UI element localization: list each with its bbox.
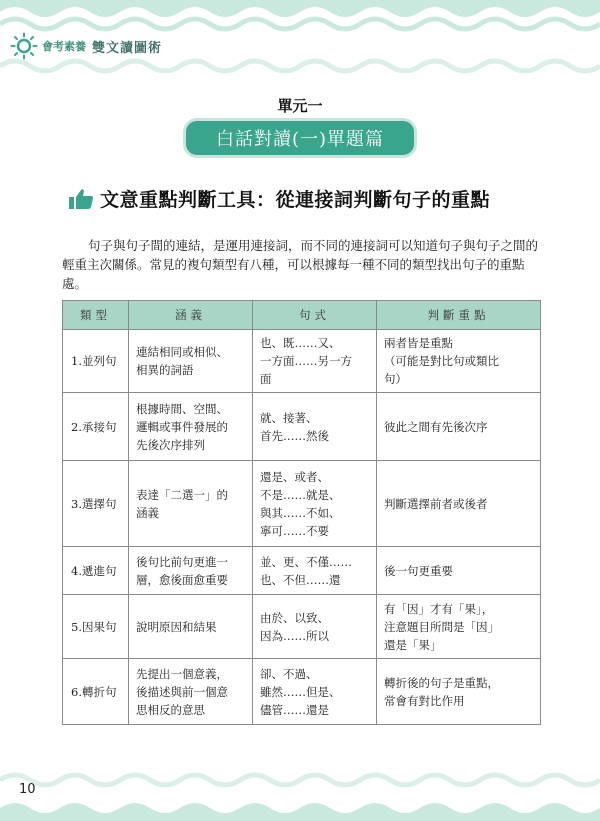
- book-header: [10, 32, 162, 60]
- section-heading-text: 文意重點判斷工具：從連接詞判斷句子的重點: [100, 189, 491, 211]
- header-title: 雙文讀圖術: [92, 40, 163, 56]
- cell-meaning: 表達「二選一」的 涵義: [129, 461, 253, 547]
- table-row: [63, 393, 541, 461]
- table-row: [63, 547, 541, 595]
- table-header-row: [63, 301, 541, 330]
- cell-judgement: 兩者皆是重點 （可能是對比句或類比 句）: [377, 330, 541, 393]
- sun-icon: [10, 32, 38, 60]
- table-row: [63, 330, 541, 393]
- cell-type: 5.因果句: [63, 595, 129, 659]
- table-row: [63, 659, 541, 725]
- table-row: [63, 461, 541, 547]
- cell-judgement: 判斷選擇前者或後者: [377, 461, 541, 547]
- intro-paragraph: [62, 236, 540, 293]
- cell-pattern: 也、既……又、 一方面……另一方 面: [253, 330, 377, 393]
- cell-type: 4.遞進句: [63, 547, 129, 595]
- table-row: [63, 595, 541, 659]
- header-meaning: 涵義: [129, 301, 253, 330]
- header-pattern: 句式: [253, 301, 377, 330]
- sentence-types-table: [62, 300, 541, 725]
- section-heading: [68, 185, 490, 212]
- cell-judgement: 彼此之間有先後次序: [377, 393, 541, 461]
- cell-meaning: 後句比前句更進一 層，愈後面愈重要: [129, 547, 253, 595]
- intro-text: 句子與句子間的連結，是運用連接詞，而不同的連接詞可以知道句子與句子之間的輕重主次關係。常見的複句類型有八種，可以根據每一種不同的類型找出句子的重點處。: [62, 238, 539, 291]
- cell-meaning: 先提出一個意義， 後描述與前一個意 思相反的意思: [129, 659, 253, 725]
- page-number: 10: [19, 782, 36, 797]
- cell-pattern: 就、接著、 首先……然後: [253, 393, 377, 461]
- cell-type: 1.並列句: [63, 330, 129, 393]
- bottom-wave-decoration: [0, 770, 600, 821]
- cell-judgement: 轉折後的句子是重點， 常會有對比作用: [377, 659, 541, 725]
- thumbs-up-icon: [68, 188, 94, 210]
- header-type: 類型: [63, 301, 129, 330]
- cell-meaning: 說明原因和結果: [129, 595, 253, 659]
- unit-label: 單元一: [277, 97, 323, 115]
- cell-pattern: 卻、不過、 雖然……但是、 儘管……還是: [253, 659, 377, 725]
- cell-pattern: 並、更、不僅…… 也、不但……還: [253, 547, 377, 595]
- cell-type: 3.選擇句: [63, 461, 129, 547]
- cell-judgement: 有「因」才有「果」， 注意題目所問是「因」 還是「果」: [377, 595, 541, 659]
- cell-meaning: 根據時間、空間、 邏輯或事件發展的 先後次序排列: [129, 393, 253, 461]
- cell-type: 2.承接句: [63, 393, 129, 461]
- header-judgement: 判斷重點: [377, 301, 541, 330]
- cell-judgement: 後一句更重要: [377, 547, 541, 595]
- cell-pattern: 由於、以致、 因為……所以: [253, 595, 377, 659]
- cell-meaning: 連結相同或相似、 相異的詞語: [129, 330, 253, 393]
- header-tag: 會考素養: [42, 40, 86, 53]
- unit-banner: 白話對讀(一)單題篇: [183, 118, 417, 158]
- cell-type: 6.轉折句: [63, 659, 129, 725]
- cell-pattern: 還是、或者、 不是……就是、 與其……不如、 寧可……不要: [253, 461, 377, 547]
